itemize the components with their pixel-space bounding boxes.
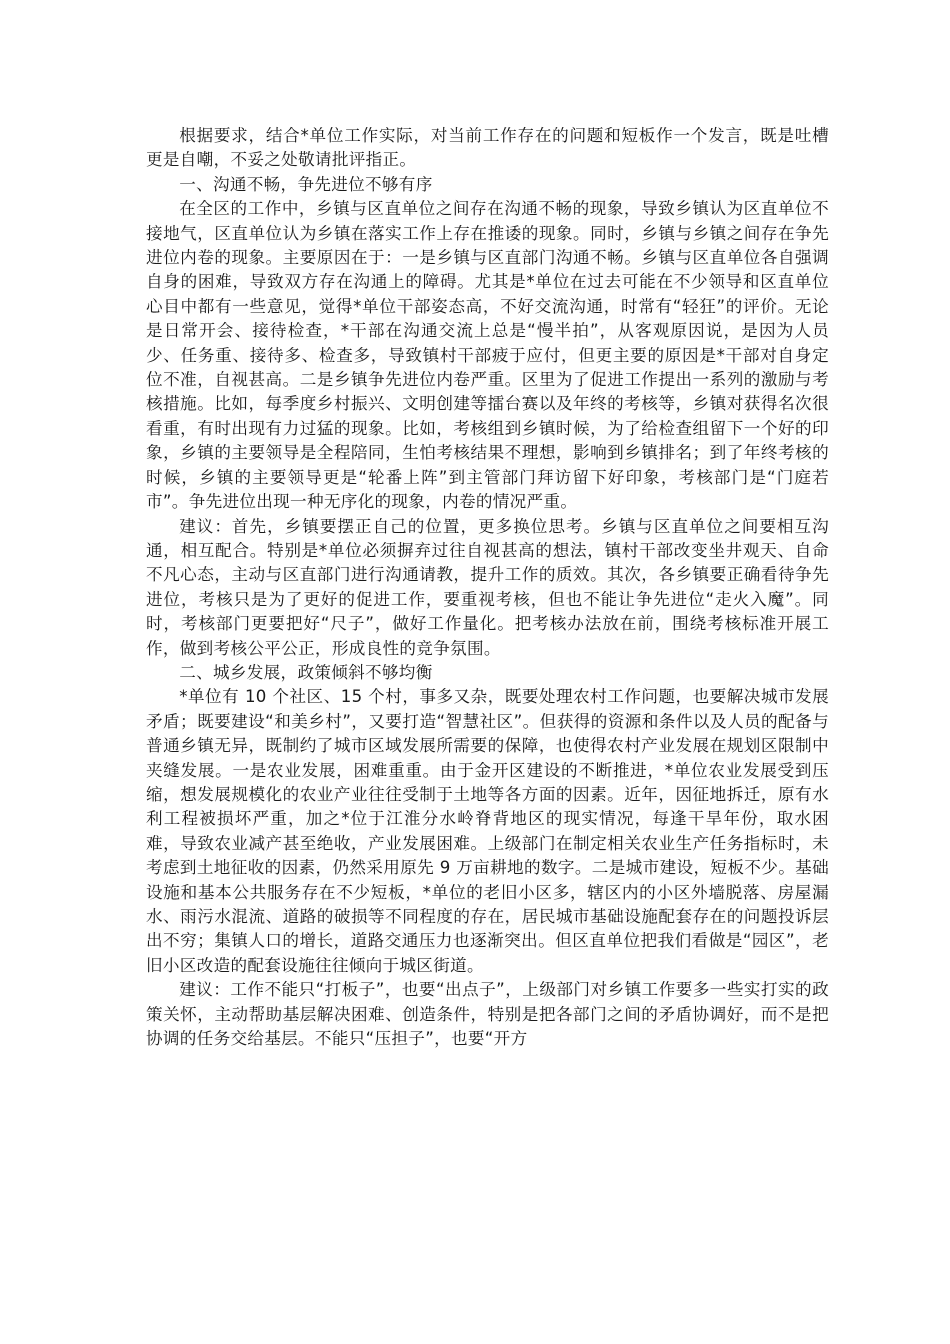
- body-paragraph: *单位有 10 个社区、15 个村，事多又杂，既要处理农村工作问题，也要解决城市发展矛盾；既要建设“和美乡村”，又要打造“智慧社区”。但获得的资源和条件以及人员的配备与普通乡镇无异，既制约了城市区域发展所需要的保障，也使得农村产业发展在规划区限制中夹缝发展。一是农业发展，困难重重。由于金开区建设的不断推进，*单位农业发展受到压缩，想发展规模化的农业产业往往受制于土地等各方面的因素。近年，因征地拆迁，原有水利工程被损坏严重，加之*位于江淮分水岭脊背地区的现实情况，每逢干旱年份，取水困难，导致农业减产甚至绝收，产业发展困难。上级部门在制定相关农业生产任务指标时，未考虑到土地征收的因素，仍然采用原先 9 万亩耕地的数字。二是城市建设，短板不少。基础设施和基本公共服务存在不少短板，*单位的老旧小区多，辖区内的小区外墙脱落、房屋漏水、雨污水混流、道路的破损等不同程度的存在，居民城市基础设施配套存在的问题投诉层出不穷；集镇人口的增长，道路交通压力也逐渐突出。但区直单位把我们看做是“园区”，老旧小区改造的配套设施往往倾向于城区街道。: [146, 687, 829, 975]
- intro-paragraph: 根据要求，结合*单位工作实际，对当前工作存在的问题和短板作一个发言，既是吐槽更是自嘲，不妥之处敬请批评指正。: [146, 126, 829, 170]
- section-heading-1: 一、沟通不畅，争先进位不够有序: [179, 174, 433, 194]
- document-body: [146, 124, 829, 1051]
- body-paragraph: 在全区的工作中，乡镇与区直单位之间存在沟通不畅的现象，导致乡镇认为区直单位不接地气，区直单位认为乡镇在落实工作上存在推诿的现象。同时，乡镇与乡镇之间存在争先进位内卷的现象。主要原因在于：一是乡镇与区直部门沟通不畅。乡镇与区直单位各自强调自身的困难，导致双方存在沟通上的障碍。尤其是*单位在过去可能在不少领导和区直单位心目中都有一些意见，觉得*单位干部姿态高，不好交流沟通，时常有“轻狂”的评价。无论是日常开会、接待检查，*干部在沟通交流上总是“慢半拍”，从客观原因说，是因为人员少、任务重、接待多、检查多，导致镇村干部疲于应付，但更主要的原因是*干部对自身定位不准，自视甚高。二是乡镇争先进位内卷严重。区里为了促进工作提出一系列的激励与考核措施。比如，每季度乡村振兴、文明创建等擂台赛以及年终的考核等，乡镇对获得名次很看重，有时出现有力过猛的现象。比如，考核组到乡镇时候，为了给检查组留下一个好的印象，乡镇的主要领导是全程陪同，生怕考核结果不理想，影响到乡镇排名；到了年终考核的时候，乡镇的主要领导更是“轮番上阵”到主管部门拜访留下好印象，考核部门是“门庭若市”。争先进位出现一种无序化的现象，内卷的情况严重。: [146, 199, 829, 512]
- section-heading-2: 二、城乡发展，政策倾斜不够均衡: [179, 662, 433, 682]
- suggestion-paragraph: 建议：首先，乡镇要摆正自己的位置，更多换位思考。乡镇与区直单位之间要相互沟通，相互配合。特别是*单位必须摒弃过往自视甚高的想法，镇村干部改变坐井观天、自命不凡心态，主动与区直部门进行沟通请教，提升工作的质效。其次，各乡镇要正确看待争先进位，考核只是为了更好的促进工作，要重视考核，但也不能让争先进位“走火入魔”。同时，考核部门更要把好“尺子”，做好工作量化。把考核办法放在前，围绕考核标准开展工作，做到考核公平公正，形成良性的竞争氛围。: [146, 516, 829, 658]
- suggestion-paragraph: 建议：工作不能只“打板子”，也要“出点子”，上级部门对乡镇工作要多一些实打实的政策关怀，主动帮助基层解决困难、创造条件，特别是把各部门之间的矛盾协调好，而不是把协调的任务交给基层。不能只“压担子”，也要“开方: [146, 980, 829, 1049]
